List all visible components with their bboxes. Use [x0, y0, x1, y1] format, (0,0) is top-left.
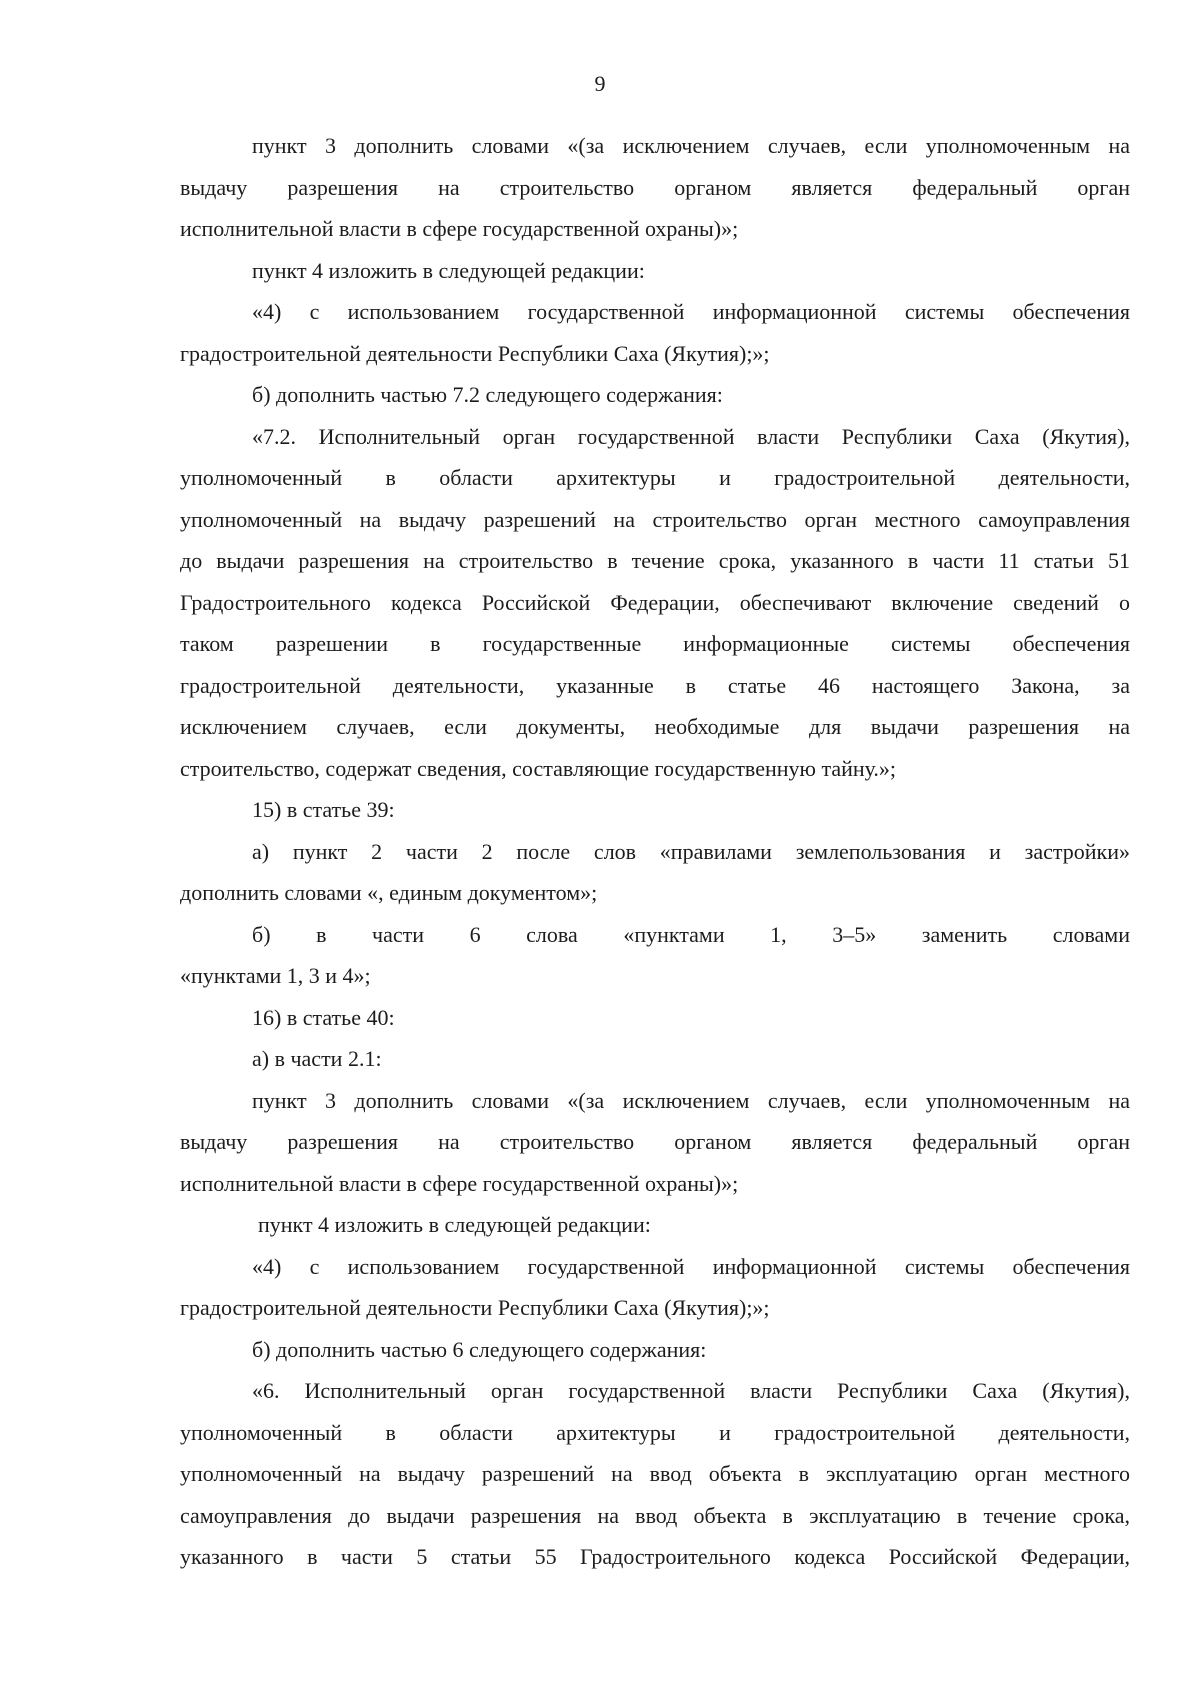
text-line: 15) в статье 39: — [252, 797, 395, 822]
paragraph — [180, 789, 1130, 831]
paragraph — [180, 125, 1130, 250]
text-line: уполномоченный в области архитектуры и градостроительной деятельности, — [180, 1419, 1130, 1445]
text-line: «7.2. Исполнительный орган государственной власти Республики Саха (Якутия), — [252, 423, 1130, 449]
paragraph — [180, 831, 1130, 914]
text-line: Градостроительного кодекса Российской Федерации, обеспечивают включение сведений о — [180, 589, 1130, 615]
text-line: исполнительной власти в сфере государственной охраны)»; — [180, 1170, 739, 1196]
text-line: уполномоченный в области архитектуры и градостроительной деятельности, — [180, 465, 1130, 490]
text-line: уполномоченный на выдачу разрешений на ввод объекта в эксплуатацию орган местного — [180, 1461, 1130, 1486]
text-line: пункт 4 изложить в следующей редакции: — [258, 1212, 651, 1237]
text-line: градостроительной деятельности, указанные в статье 46 настоящего Закона, за — [180, 672, 1130, 698]
text-line: б) дополнить частью 6 следующего содержания: — [252, 1336, 707, 1362]
text-line: градостроительной деятельности Республики Саха (Якутия);»; — [180, 1295, 770, 1320]
text-line: до выдачи разрешения на строительство в течение срока, указанного в части 11 статьи 51 — [180, 548, 1130, 573]
document-body — [180, 125, 1130, 1578]
text-line: таком разрешении в государственные информационные системы обеспечения — [180, 631, 1130, 656]
text-line: «6. Исполнительный орган государственной власти Республики Саха (Якутия), — [252, 1378, 1130, 1403]
paragraph — [180, 374, 1130, 416]
text-line: б) в части 6 слова «пунктами 1, 3–5» заменить словами — [252, 921, 1130, 947]
page-number: 9 — [594, 71, 606, 96]
text-line: градостроительной деятельности Республики Саха (Якутия);»; — [180, 340, 770, 366]
paragraph — [180, 914, 1130, 997]
text-line: «пунктами 1, 3 и 4»; — [180, 963, 371, 988]
text-line: «4) с использованием государственной информационной системы обеспечения — [252, 1253, 1130, 1279]
paragraph — [180, 1370, 1130, 1578]
text-line: пункт 4 изложить в следующей редакции: — [252, 257, 645, 283]
paragraph — [180, 997, 1130, 1039]
text-line: исключением случаев, если документы, необходимые для выдачи разрешения на — [180, 714, 1130, 739]
paragraph — [180, 1204, 1130, 1246]
text-line: дополнить словами «, единым документом»; — [180, 880, 598, 905]
text-line: выдачу разрешения на строительство органом является федеральный орган — [180, 174, 1130, 200]
text-line: уполномоченный на выдачу разрешений на строительство орган местного самоуправления — [180, 506, 1130, 532]
text-line: пункт 3 дополнить словами «(за исключением случаев, если уполномоченным на — [252, 1087, 1130, 1113]
paragraph — [180, 1038, 1130, 1080]
paragraph — [180, 1329, 1130, 1371]
text-line: строительство, содержат сведения, составляющие государственную тайну.»; — [180, 755, 897, 781]
paragraph — [180, 250, 1130, 292]
paragraph — [180, 291, 1130, 374]
text-line: 16) в статье 40: — [252, 1004, 395, 1030]
text-line: выдачу разрешения на строительство органом является федеральный орган — [180, 1129, 1130, 1154]
text-line: «4) с использованием государственной информационной системы обеспечения — [252, 299, 1130, 324]
paragraph — [180, 1246, 1130, 1329]
text-line: указанного в части 5 статьи 55 Градостроительного кодекса Российской Федерации, — [180, 1544, 1130, 1569]
text-line: самоуправления до выдачи разрешения на ввод объекта в эксплуатацию в течение срока, — [180, 1502, 1130, 1528]
text-line: пункт 3 дополнить словами «(за исключением случаев, если уполномоченным на — [252, 133, 1130, 158]
paragraph — [180, 416, 1130, 790]
text-line: а) в части 2.1: — [252, 1046, 382, 1071]
paragraph — [180, 1080, 1130, 1205]
text-line: б) дополнить частью 7.2 следующего содержания: — [252, 382, 723, 407]
text-line: исполнительной власти в сфере государственной охраны)»; — [180, 216, 739, 241]
text-line: а) пункт 2 части 2 после слов «правилами землепользования и застройки» — [252, 838, 1130, 864]
